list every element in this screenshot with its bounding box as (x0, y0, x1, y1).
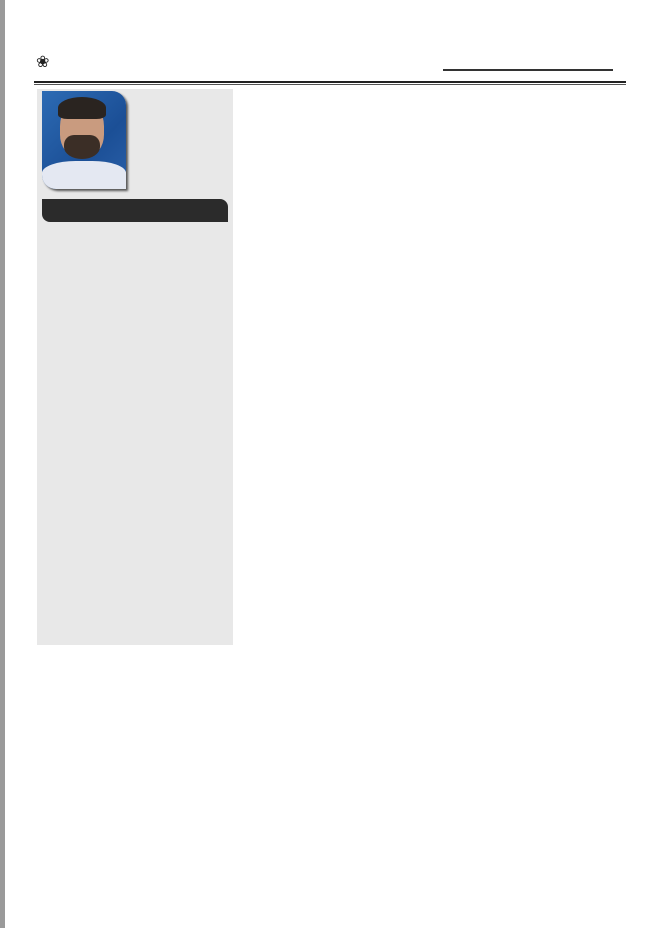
author-photo (42, 91, 126, 189)
author-hair (58, 97, 106, 119)
header-rule (443, 69, 613, 71)
masthead-rule (34, 81, 626, 83)
page-edge (0, 0, 5, 928)
muskara-logo[interactable] (34, 50, 144, 80)
author-beard (64, 135, 100, 159)
masthead-rule-thin (34, 84, 626, 85)
author-shirt (42, 161, 126, 189)
masthead (34, 48, 626, 82)
logo-swirl-icon: ❀ (36, 52, 50, 71)
column-title (42, 199, 228, 222)
